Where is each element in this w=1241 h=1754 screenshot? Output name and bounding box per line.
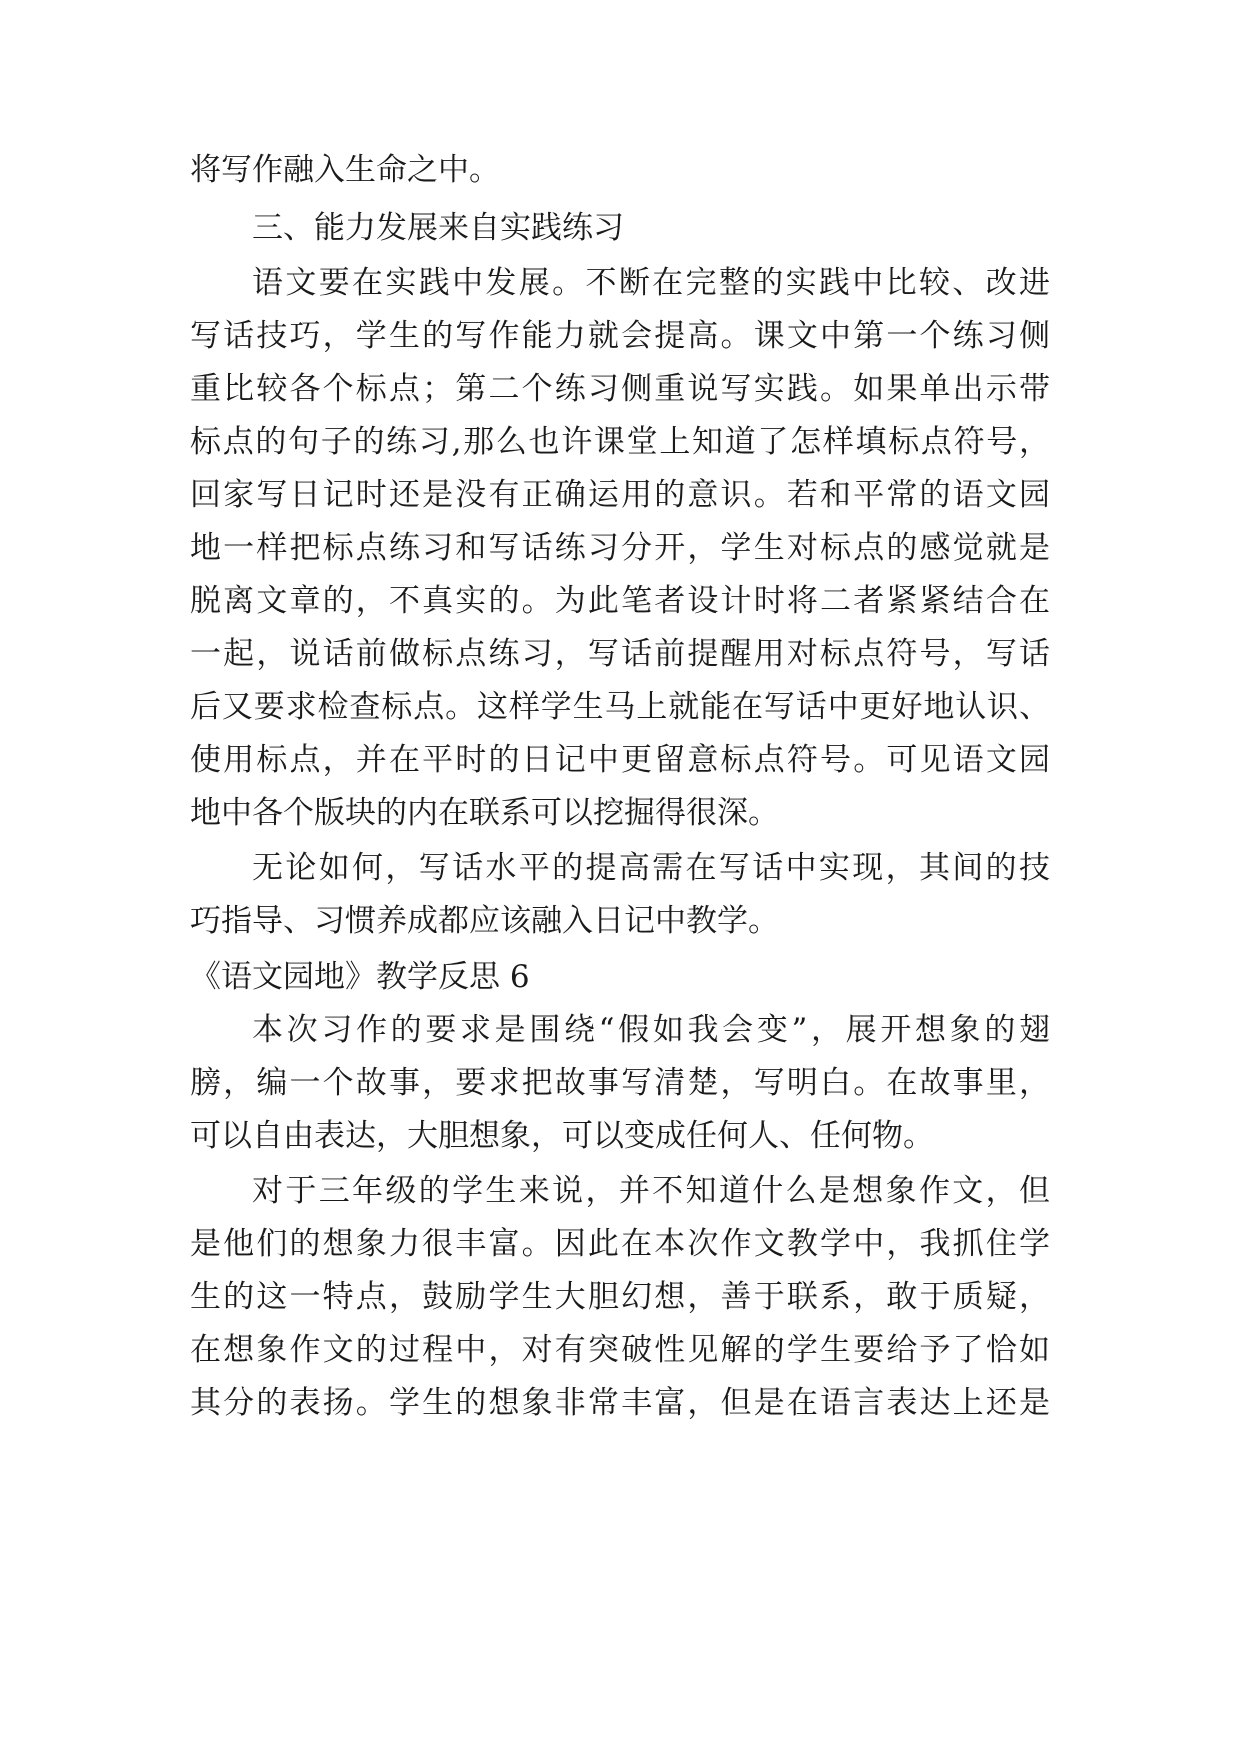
paragraph-line: 可以自由表达，大胆想象，可以变成任何人、任何物。 [190,1118,934,1154]
paragraph-line: 写话技巧，学生的写作能力就会提高。课文中第一个练习侧 [190,318,1050,354]
paragraph-line: 使用标点，并在平时的日记中更留意标点符号。可见语文园 [190,742,1050,778]
section-heading: 三、能力发展来自实践练习 [252,210,624,246]
paragraph-line: 是他们的想象力很丰富。因此在本次作文教学中，我抓住学 [190,1226,1050,1262]
paragraph-line: 地一样把标点练习和写话练习分开，学生对标点的感觉就是 [190,530,1050,566]
paragraph-line: 一起，说话前做标点练习，写话前提醒用对标点符号，写话 [190,636,1050,672]
paragraph-line: 无论如何，写话水平的提高需在写话中实现，其间的技 [252,850,1050,886]
paragraph-line: 语文要在实践中发展。不断在完整的实践中比较、改进 [252,265,1050,301]
paragraph-line: 地中各个版块的内在联系可以挖掘得很深。 [190,795,779,831]
paragraph-line: 生的这一特点，鼓励学生大胆幻想，善于联系，敢于质疑， [190,1279,1050,1315]
paragraph-line: 巧指导、习惯养成都应该融入日记中教学。 [190,903,779,939]
paragraph-line: 标点的句子的练习,那么也许课堂上知道了怎样填标点符号， [190,424,1050,460]
paragraph-line: 将写作融入生命之中。 [190,152,500,188]
paragraph-line: 后又要求检查标点。这样学生马上就能在写话中更好地认识、 [190,689,1050,725]
section-title: 《语文园地》教学反思 6 [190,959,530,995]
paragraph-line: 膀，编一个故事，要求把故事写清楚，写明白。在故事里， [190,1065,1050,1101]
paragraph-line: 回家写日记时还是没有正确运用的意识。若和平常的语文园 [190,477,1050,513]
paragraph-line: 对于三年级的学生来说，并不知道什么是想象作文，但 [252,1173,1050,1209]
paragraph-line: 脱离文章的，不真实的。为此笔者设计时将二者紧紧结合在 [190,583,1050,619]
paragraph-line: 重比较各个标点；第二个练习侧重说写实践。如果单出示带 [190,371,1050,407]
paragraph-line: 本次习作的要求是围绕“假如我会变”，展开想象的翅 [252,1012,1050,1048]
paragraph-line: 在想象作文的过程中，对有突破性见解的学生要给予了恰如 [190,1332,1050,1368]
paragraph-line: 其分的表扬。学生的想象非常丰富，但是在语言表达上还是 [190,1385,1050,1421]
